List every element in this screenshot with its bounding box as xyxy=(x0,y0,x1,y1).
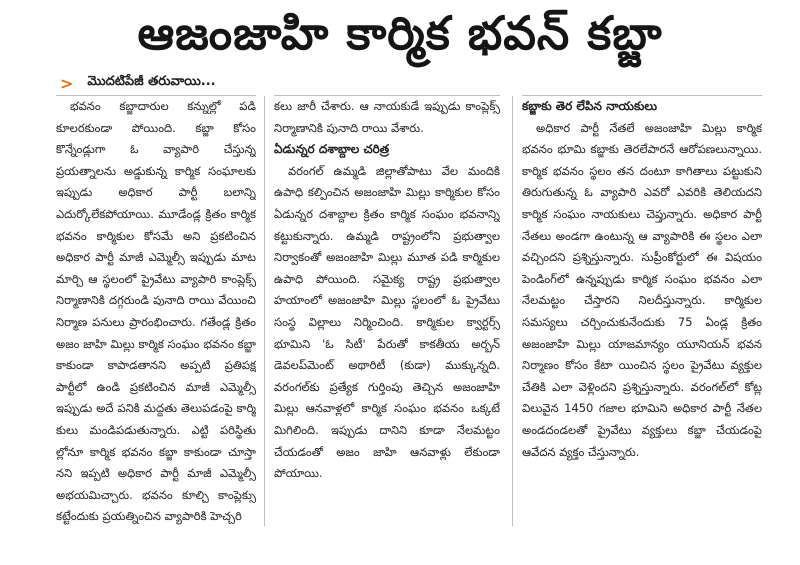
column-1-text: భవనం కబ్జాదారుల కన్నుల్లో పడి కూలరకుండా పోయింది. కబ్జా కోసం కొన్నేండ్లుగా ఓ వ్యాపారి చేస్తున్న ప్రయత్నాలను అడ్డుకున్న కార్మిక సంఘాలకు ఇప్పుడు అధికార పార్టీ బలాన్ని ఎదుర్కోలేకపోయాయి. మూడేండ్ల క్రితం కార్మిక భవనం కార్మికుల కోసమే అని ప్రకటించిన అధికార పార్టీ మాజీ ఎమ్మెల్సీ ఇప్పుడు మాట మార్చి ఆ స్థలంలో ప్రైవేటు వ్యాపారి కాంప్లెక్స్ నిర్మాణానికి దగ్గరుండి పునాది రాయి వేయించి నిర్మాణ పనులు ప్రారంభించారు. గతేండ్ల క్రితం అజం జాహి మిల్లు కార్మిక సంఘం భవనం కబ్జా కాకుండా కాపాడతానని అప్పటి ప్రతిపక్ష పార్టీలో ఉండి ప్రకటించిన మాజీ ఎమ్మెల్సీ ఇప్పుడు అదే పనికి మద్దతు తెలుపడంపై కార్మి కులు మండిపడుతున్నారు. ఎట్టి పరిస్థితు ల్లోనూ కార్మిక భవనం కబ్జా కాకుండా చూస్తా నని ఇప్పటి అధికార పార్టీ మాజీ ఎమ్మెల్సీ అభయమిచ్చారు. భవనం కూల్చి కాంప్లెక్సు కట్టేందుకు ప్రయత్నించిన వ్యాపారికి హెచ్చరి xyxy=(56,99,256,524)
continuation-line xyxy=(60,72,360,94)
section-heading-leaders: కబ్జాకు తెర లేపిన నాయకులు xyxy=(522,99,658,113)
column-divider xyxy=(512,96,513,526)
headline: ఆజంజాహి కార్మిక భవన్ కబ్జా xyxy=(137,6,663,60)
article-column-2 xyxy=(274,96,500,536)
section-heading-history: ఏడున్నర దశాబ్దాల చరిత్ర xyxy=(274,142,390,157)
column-2-text: వరంగల్ ఉమ్మడి జిల్లాతోపాటు వేల మందికి ఉపాధి కల్పించిన అజంజాహి మిల్లు కార్మికుల కోసం ఏడున్నర దశాబ్దాల క్రితం కార్మిక సంఘం భవనాన్ని కట్టుకున్నారు. ఉమ్మడి రాష్ట్రంలోని ప్రభుత్వాల నిర్వాకంతో అజంజాహి మిల్లు మూత పడి కార్మికుల ఉపాధి పోయింది. సమైక్య రాష్ట్ర ప్రభుత్వాల హయాంలో అజంజాహి మిల్లు స్థలంలో ఓ ప్రైవేటు సంస్థ విల్లాలు నిర్మించింది. కార్మికుల క్వార్టర్స్ భూమిని 'ఓ సిటీ' పేరుతో కాకతీయ అర్బన్ డెవలప్‌మెంట్ అథారిటీ (కుడా) ముక్కున్నది. వరంగల్‌కు ప్రత్యేక గుర్తింపు తెచ్చిన అజంజాహి మిల్లు ఆనవాళ్లలో కార్మిక సంఘం భవనం ఒక్కటే మిగిలింది. ఇప్పుడు దానిని కూడా నేలమట్టం చేయడంతో అజం జాహి ఆనవాళ్లు లేకుండా పోయాయి. xyxy=(274,163,500,481)
chevron-right-icon: > xyxy=(60,73,74,93)
column-divider xyxy=(264,96,265,526)
article-column-1 xyxy=(56,96,256,536)
article-column-3 xyxy=(522,96,762,536)
column-3-text: అధికార పార్టీ నేతలే అజంజాహి మిల్లు కార్మిక భవనం భూమి కబ్జాకు తెరలేపారనే ఆరోపణలున్నాయి. కార్మిక భవనం స్థలం తన దంటూ కాగితాలు పట్టుకుని తిరుగుతున్న ఓ వ్యాపారి ఎవరో ఎవరికి తెలియదని కార్మిక సంఘం నాయకులు చెప్తున్నారు. అధికార పార్టీ నేతలు అండగా ఉంటున్న ఆ వ్యాపారికి ఈ స్థలం ఎలా వచ్చిందని ప్రశ్నిస్తున్నారు. సుప్రీంకోర్టులో ఈ విషయం పెండింగ్‌లో ఉన్నప్పుడు కార్మిక సంఘం భవనం ఎలా నేలమట్టం చేస్తారని నిలదీస్తున్నారు. కార్మికుల సమస్యలు చర్చించుకునేందుకు 75 ఏండ్ల క్రితం అజంజాహి మిల్లు యాజమాన్యం యూనియన్ భవన నిర్మాణం కోసం కేటా యించిన స్థలం ప్రైవేటు వ్యక్తుల చేతికి ఎలా వెళ్లిందని ప్రశ్నిస్తున్నారు. వరంగల్‌లో కోట్ల విలువైన 1450 గజాల భూమిని అధికార పార్టీ నేతల అండదండలతో ప్రైవేటు వ్యక్తులు కబ్జా చేయడంపై ఆవేదన వ్యక్తం చేస్తున్నారు. xyxy=(522,120,762,459)
continuation-label: మొదటిపేజీ తరువాయి... xyxy=(87,74,216,89)
column-2-intro: కలు జారీ చేశారు. ఆ నాయకుడే ఇప్పుడు కాంప్లెక్స్ నిర్మాణానికి పునాది రాయి వేశారు. xyxy=(274,99,500,135)
